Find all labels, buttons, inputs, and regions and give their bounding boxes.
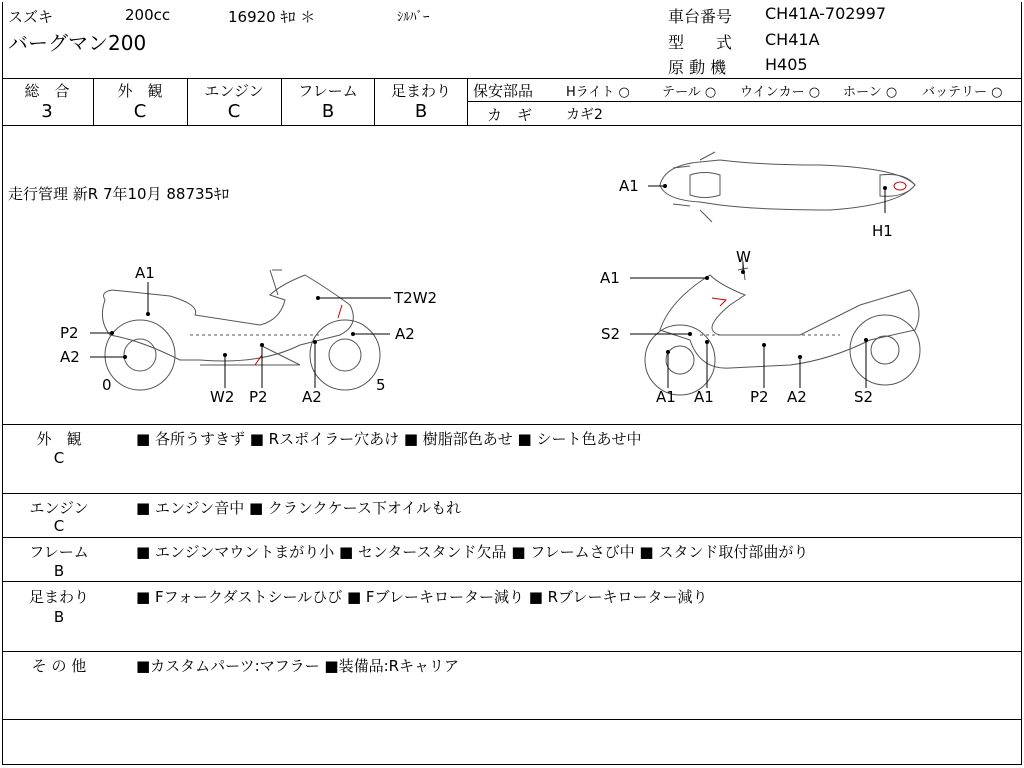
label-left-a2-right: A2	[395, 325, 415, 343]
type-value: CH41A	[765, 30, 820, 49]
label-left-5: 5	[376, 376, 386, 394]
grade-suspension-label: 足まわり	[390, 82, 451, 100]
grade-engine-label: エンジン	[204, 82, 264, 100]
label-right-s2-bottom: S2	[854, 388, 874, 406]
section-engine-text: ■ エンジン音中 ■ クランクケース下オイルもれ	[136, 499, 462, 517]
grade-exterior-value: C	[133, 101, 147, 122]
safety-tail: テール ○	[662, 85, 717, 100]
label-top-h1: H1	[872, 222, 893, 240]
label-right-p2-bottom: P2	[750, 388, 769, 406]
section-exterior-text: ■ 各所うすきず ■ Rスポイラー穴あけ ■ 樹脂部色あせ ■ シート色あせ中	[136, 430, 642, 448]
section-exterior-title: 外 観	[36, 430, 82, 448]
label-top-a1: A1	[619, 177, 639, 195]
divider	[467, 101, 1021, 102]
section-other-text: ■カスタムパーツ:マフラー ■装備品:Rキャリア	[136, 657, 460, 675]
divider	[2, 78, 1021, 79]
divider	[2, 493, 1021, 494]
key-label: カ ギ	[487, 106, 533, 124]
type-label: 型 式	[668, 33, 733, 52]
label-left-p2-bottom: P2	[249, 388, 268, 406]
callout-dots	[110, 184, 887, 359]
top-view-scooter	[660, 152, 915, 222]
divider	[467, 78, 468, 125]
section-frame-grade: B	[53, 562, 65, 580]
section-frame-title: フレーム	[29, 543, 89, 561]
right-side-scooter	[645, 255, 920, 395]
odometer-record: 走行管理 新R 7年10月 88735ｷﾛ	[8, 185, 230, 203]
label-right-a1-bottom-2: A1	[694, 388, 714, 406]
grade-engine-value: C	[227, 101, 241, 122]
section-frame-text: ■ エンジンマウントまがり小 ■ センタースタンド欠品 ■ フレームさび中 ■ スタンド取付部曲がり	[136, 543, 809, 561]
label-left-a1: A1	[135, 264, 155, 282]
color: ｼﾙﾊﾞｰ	[397, 10, 430, 25]
engine-value: H405	[765, 55, 808, 74]
grade-total-value: 3	[41, 101, 53, 122]
callout-leaders	[90, 186, 885, 388]
grade-exterior-label: 外 観	[117, 82, 163, 100]
maker: スズキ	[8, 8, 54, 26]
label-left-t2w2: T2W2	[394, 289, 438, 307]
grade-frame-label: フレーム	[298, 82, 358, 100]
section-exterior-grade: C	[53, 449, 65, 467]
safety-label: 保安部品	[473, 82, 534, 100]
chassis-label: 車台番号	[668, 7, 733, 26]
section-other-title: そ の 他	[31, 657, 87, 675]
label-right-w: W	[736, 248, 751, 266]
divider	[2, 581, 1021, 582]
label-left-a2: A2	[60, 348, 80, 366]
section-suspension-text: ■ Fフォークダストシールひび ■ Fブレーキローター減り ■ Rブレーキローター減り	[136, 588, 708, 606]
label-right-a1: A1	[600, 269, 620, 287]
safety-horn: ホーン ○	[843, 85, 898, 100]
divider	[2, 424, 1021, 425]
label-right-s2: S2	[601, 325, 621, 343]
damage-diagram	[0, 125, 1024, 425]
safety-battery: バッテリー ○	[922, 85, 1003, 100]
label-left-w2: W2	[210, 388, 235, 406]
section-suspension-title: 足まわり	[28, 588, 89, 606]
grade-total-label: 総 合	[24, 82, 70, 100]
label-left-p2: P2	[60, 324, 79, 342]
grade-suspension-value: B	[414, 101, 428, 122]
left-side-scooter	[102, 270, 380, 390]
safety-winker: ウインカー ○	[740, 85, 821, 100]
label-right-a1-bottom-1: A1	[656, 388, 676, 406]
safety-headlight: Hライト ○	[566, 85, 630, 100]
displacement: 200cc	[125, 6, 171, 24]
grade-frame-value: B	[321, 101, 335, 122]
section-engine-grade: C	[53, 517, 65, 535]
chassis-value: CH41A-702997	[765, 4, 887, 23]
divider	[2, 719, 1021, 720]
mileage-top: 16920 ｷﾛ ＊	[228, 8, 316, 26]
label-right-a2-bottom: A2	[787, 388, 807, 406]
divider	[2, 651, 1021, 652]
key-value: カギ2	[566, 107, 603, 123]
label-left-0: 0	[102, 376, 112, 394]
model-name: バーグマン200	[8, 31, 147, 55]
divider	[2, 537, 1021, 538]
label-left-a2-bottom: A2	[302, 388, 322, 406]
section-engine-title: エンジン	[29, 499, 89, 517]
engine-label: 原 動 機	[668, 58, 727, 77]
section-suspension-grade: B	[53, 608, 65, 626]
